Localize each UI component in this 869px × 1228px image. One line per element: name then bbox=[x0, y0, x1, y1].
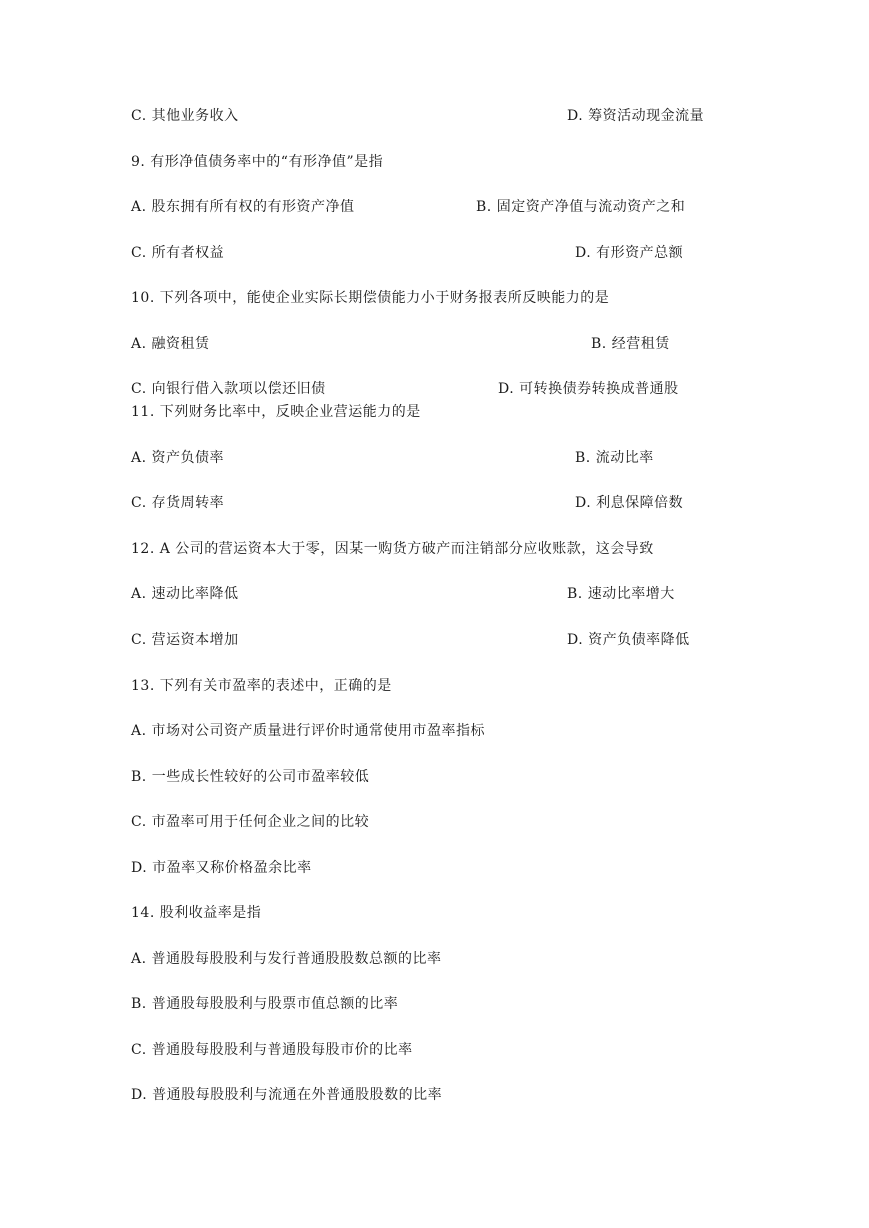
q14-option-b: B. 普通股每股股利与股票市值总额的比率 bbox=[131, 996, 399, 1012]
q13-stem: 13. 下列有关市盈率的表述中，正确的是 bbox=[131, 678, 392, 694]
q12-option-a: A. 速动比率降低 bbox=[131, 586, 239, 602]
q10-option-b: B. 经营租赁 bbox=[591, 336, 670, 352]
q12-option-d: D. 资产负债率降低 bbox=[567, 632, 690, 648]
q8-option-d: D. 筹资活动现金流量 bbox=[567, 108, 705, 124]
q12-option-b: B. 速动比率增大 bbox=[567, 586, 675, 602]
q11-stem: 11. 下列财务比率中，反映企业营运能力的是 bbox=[131, 404, 421, 420]
q14-option-a: A. 普通股每股股利与发行普通股股数总额的比率 bbox=[131, 951, 442, 967]
q11-option-c: C. 存货周转率 bbox=[131, 495, 225, 511]
q10-option-c: C. 向银行借入款项以偿还旧债 bbox=[131, 381, 326, 397]
q9-option-b: B. 固定资产净值与流动资产之和 bbox=[476, 199, 686, 215]
q11-option-d: D. 利息保障倍数 bbox=[575, 495, 684, 511]
q9-option-c: C. 所有者权益 bbox=[131, 245, 225, 261]
q9-stem: 9. 有形净值债务率中的“有形净值”是指 bbox=[131, 154, 384, 170]
q14-option-d: D. 普通股每股股利与流通在外普通股股数的比率 bbox=[131, 1087, 443, 1103]
q12-stem: 12. A 公司的营运资本大于零，因某一购货方破产而注销部分应收账款，这会导致 bbox=[131, 541, 654, 557]
q13-option-c: C. 市盈率可用于任何企业之间的比较 bbox=[131, 814, 370, 830]
q12-option-c: C. 营运资本增加 bbox=[131, 632, 239, 648]
q13-option-a: A. 市场对公司资产质量进行评价时通常使用市盈率指标 bbox=[131, 723, 486, 739]
q10-option-a: A. 融资租赁 bbox=[131, 336, 210, 352]
q14-stem: 14. 股利收益率是指 bbox=[131, 905, 262, 921]
q8-option-c: C. 其他业务收入 bbox=[131, 108, 239, 124]
q11-option-b: B. 流动比率 bbox=[575, 450, 654, 466]
q9-option-d: D. 有形资产总额 bbox=[575, 245, 684, 261]
q10-stem: 10. 下列各项中，能使企业实际长期偿债能力小于财务报表所反映能力的是 bbox=[131, 290, 610, 306]
q9-option-a: A. 股东拥有所有权的有形资产净值 bbox=[131, 199, 355, 215]
q13-option-d: D. 市盈率又称价格盈余比率 bbox=[131, 860, 312, 876]
q10-option-d: D. 可转换债券转换成普通股 bbox=[498, 381, 679, 397]
q14-option-c: C. 普通股每股股利与普通股每股市价的比率 bbox=[131, 1042, 413, 1058]
q13-option-b: B. 一些成长性较好的公司市盈率较低 bbox=[131, 769, 370, 785]
q11-option-a: A. 资产负债率 bbox=[131, 450, 225, 466]
